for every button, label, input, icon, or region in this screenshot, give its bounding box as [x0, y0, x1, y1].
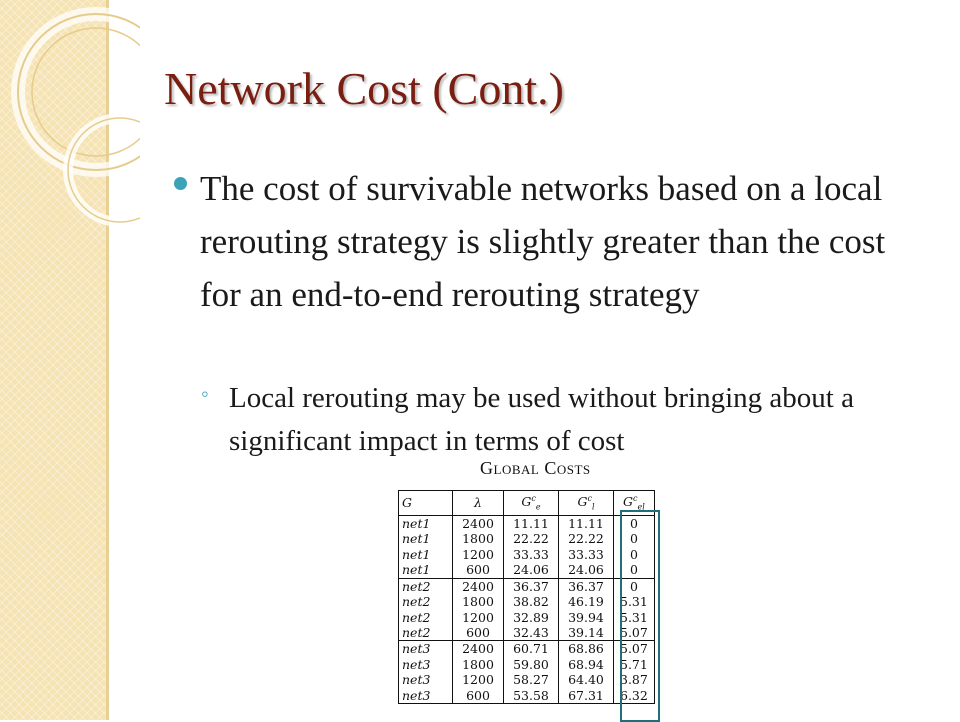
- cell-gel: 0: [614, 531, 655, 546]
- table-row: [399, 672, 655, 687]
- table-caption: Global Costs: [480, 458, 591, 478]
- cell-gl: 33.33: [559, 547, 614, 562]
- cell-gel: 5.31: [614, 610, 655, 625]
- bullet-sub: Local rerouting may be used without bringing about a significant impact in terms of cost: [229, 382, 854, 457]
- header-g-e: $G^c_e$: [504, 491, 559, 516]
- cell-lambda: 600: [453, 625, 504, 641]
- cell-gel: 5.07: [614, 625, 655, 641]
- cell-gel: 5.31: [614, 594, 655, 609]
- cell-ge: 32.43: [504, 625, 559, 641]
- cell-network: net3: [399, 641, 453, 657]
- cell-gl: 46.19: [559, 594, 614, 609]
- cell-gel: 5.07: [614, 641, 655, 657]
- cell-lambda: 1200: [453, 547, 504, 562]
- cell-ge: 38.82: [504, 594, 559, 609]
- slide-title: Network Cost (Cont.): [164, 63, 564, 114]
- cell-lambda: 1200: [453, 610, 504, 625]
- cell-lambda: 1800: [453, 594, 504, 609]
- cell-gel: 5.71: [614, 657, 655, 672]
- cell-network: net2: [399, 610, 453, 625]
- cell-lambda: 1200: [453, 672, 504, 687]
- table-row: [399, 641, 655, 657]
- cell-gl: 39.14: [559, 625, 614, 641]
- cell-gel: 0: [614, 578, 655, 594]
- cell-lambda: 2400: [453, 641, 504, 657]
- cell-network: net2: [399, 578, 453, 594]
- cell-ge: 32.89: [504, 610, 559, 625]
- cell-gl: 67.31: [559, 688, 614, 704]
- header-g-l: $G^c_l$: [559, 491, 614, 516]
- cell-gl: 11.11: [559, 516, 614, 532]
- cell-gel: 0: [614, 547, 655, 562]
- cell-lambda: 600: [453, 562, 504, 578]
- cell-lambda: 600: [453, 688, 504, 704]
- cell-gl: 22.22: [559, 531, 614, 546]
- header-g-el: $G^c_{el}$: [614, 491, 655, 516]
- cell-network: net3: [399, 688, 453, 704]
- cell-network: net3: [399, 657, 453, 672]
- cell-network: net1: [399, 562, 453, 578]
- cell-lambda: 2400: [453, 578, 504, 594]
- cell-ge: 24.06: [504, 562, 559, 578]
- table-row: [399, 531, 655, 546]
- table-row: [399, 594, 655, 609]
- gel-column-highlight: [620, 510, 660, 722]
- cell-ge: 58.27: [504, 672, 559, 687]
- cell-gl: 68.86: [559, 641, 614, 657]
- table-row: [399, 610, 655, 625]
- table-row: [399, 657, 655, 672]
- cell-ge: 22.22: [504, 531, 559, 546]
- table-header-row: [399, 491, 655, 516]
- cell-ge: 53.58: [504, 688, 559, 704]
- header-lambda: λ: [453, 491, 504, 516]
- cell-lambda: 1800: [453, 657, 504, 672]
- cell-gl: 68.94: [559, 657, 614, 672]
- cell-gl: 24.06: [559, 562, 614, 578]
- header-g: G: [399, 491, 453, 516]
- cell-gel: 6.32: [614, 688, 655, 704]
- cell-lambda: 2400: [453, 516, 504, 532]
- cell-gel: 3.87: [614, 672, 655, 687]
- table-row: [399, 625, 655, 641]
- table-row: [399, 516, 655, 532]
- cell-gl: 36.37: [559, 578, 614, 594]
- cell-ge: 33.33: [504, 547, 559, 562]
- cell-lambda: 1800: [453, 531, 504, 546]
- table-row: [399, 562, 655, 578]
- cell-gl: 64.40: [559, 672, 614, 687]
- table-row: [399, 547, 655, 562]
- cell-network: net1: [399, 531, 453, 546]
- cell-gl: 39.94: [559, 610, 614, 625]
- table-row: [399, 578, 655, 594]
- cell-gel: 0: [614, 562, 655, 578]
- cell-network: net1: [399, 547, 453, 562]
- cell-ge: 11.11: [504, 516, 559, 532]
- decorative-rings: [0, 0, 140, 240]
- bullet-dot-icon: [174, 177, 187, 190]
- cell-gel: 0: [614, 516, 655, 532]
- global-costs-table: [398, 490, 655, 704]
- cell-network: net3: [399, 672, 453, 687]
- cell-network: net1: [399, 516, 453, 532]
- cell-ge: 60.71: [504, 641, 559, 657]
- cell-network: net2: [399, 625, 453, 641]
- sub-bullet-ring-icon: ◦: [201, 381, 209, 406]
- cell-network: net2: [399, 594, 453, 609]
- bullet-main: The cost of survivable networks based on a local rerouting strategy is slightly greater than the cost for an end-to-end rerouting strategy: [200, 169, 886, 314]
- cell-ge: 59.80: [504, 657, 559, 672]
- cell-ge: 36.37: [504, 578, 559, 594]
- table-row: [399, 688, 655, 704]
